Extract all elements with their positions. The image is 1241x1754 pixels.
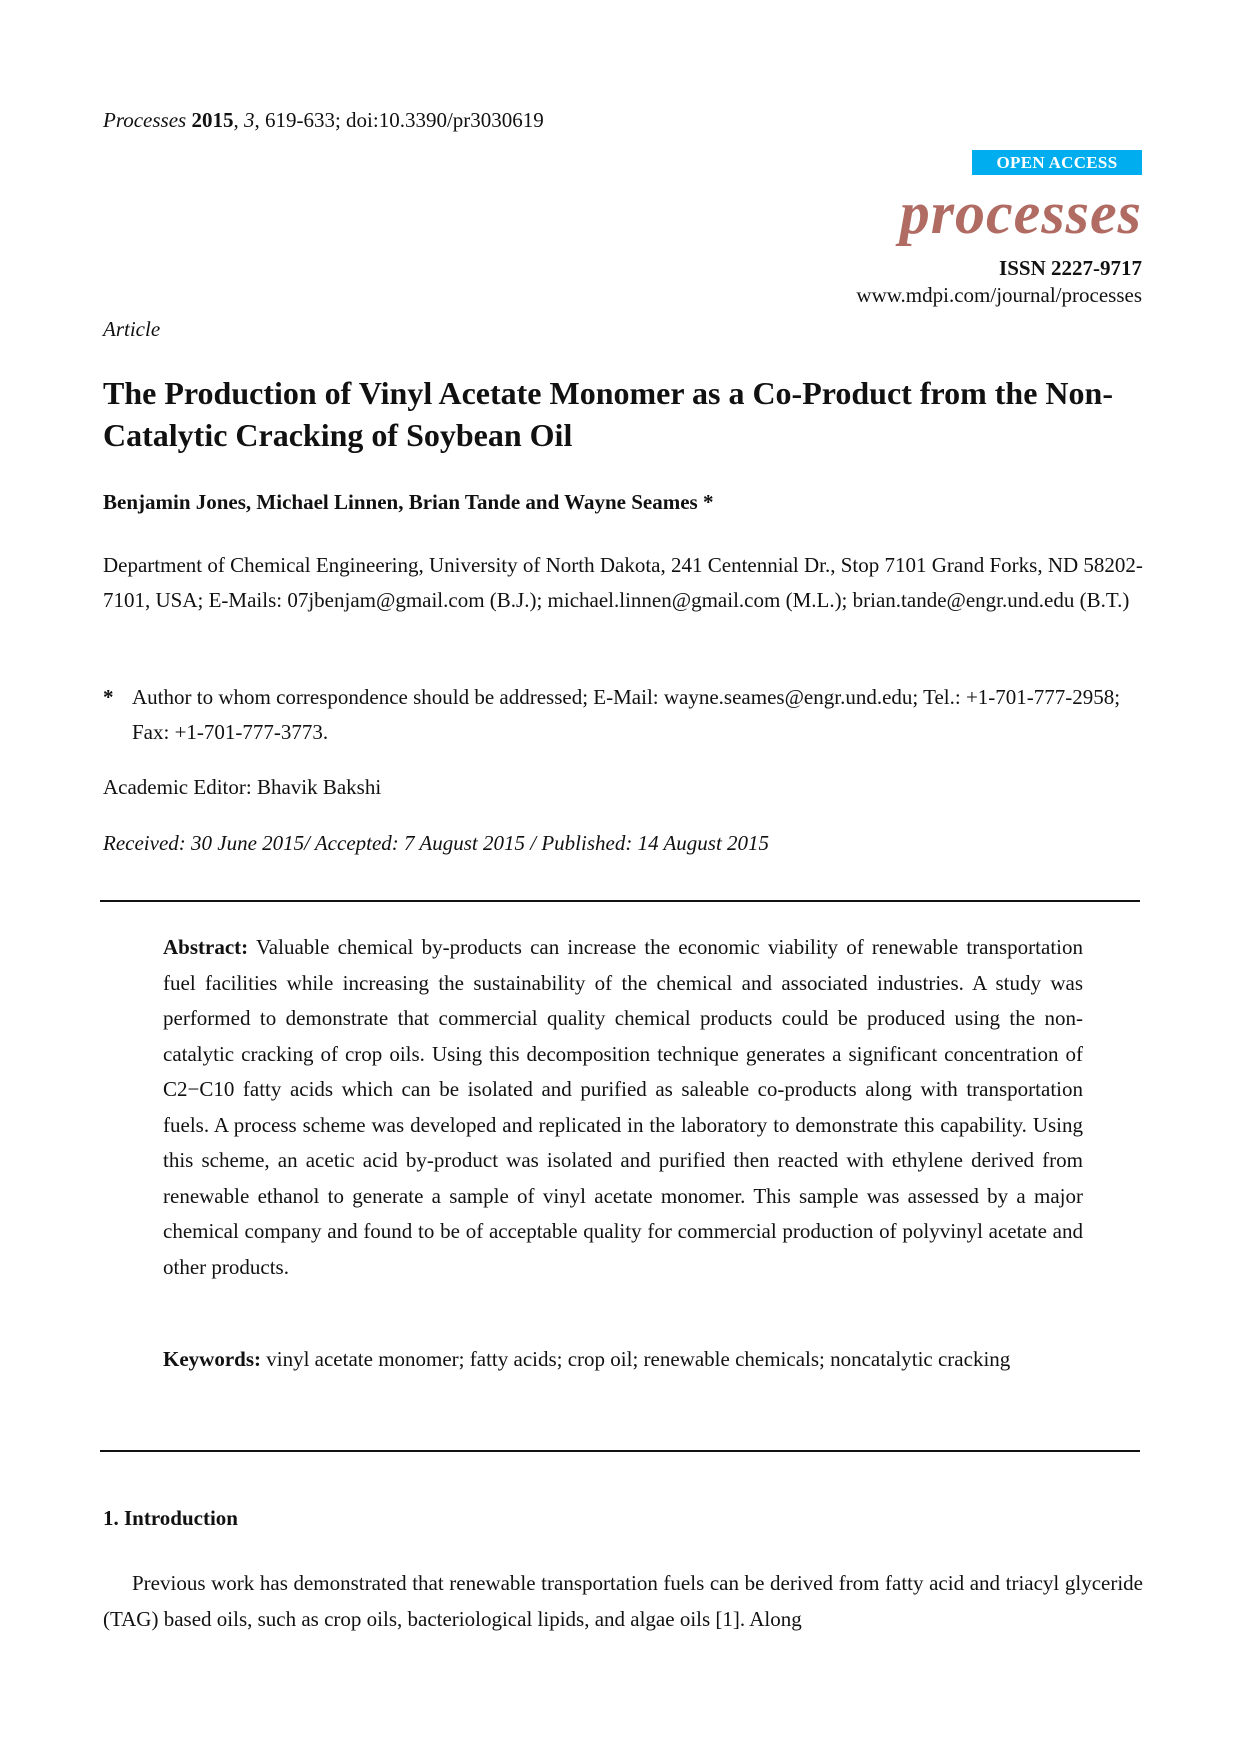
citation-year: 2015: [191, 108, 234, 132]
introduction-paragraph: [103, 1566, 1143, 1637]
article-type: Article: [103, 317, 161, 341]
correspondence-text: Author to whom correspondence should be addressed; E-Mail: wayne.seames@engr.und.edu; Tel.: +1-701-777-2958; Fax: +1-701-777-3773.: [132, 685, 1121, 744]
affiliation: Department of Chemical Engineering, University of North Dakota, 241 Centennial Dr., Stop 7101 Grand Forks, ND 58202-7101, USA; E-Mails: 07jbenjam@gmail.com (B.J.); michael.linnen@gmail.com (M.L.); brian.tande@engr.und.edu (B.T.): [103, 553, 1143, 612]
keywords-label: Keywords:: [163, 1347, 261, 1371]
introduction-text: Previous work has demonstrated that renewable transportation fuels can be derived from fatty acid and triacyl glyceride (TAG) based oils, such as crop oils, bacteriological lipids, and algae oils [1]. Along: [103, 1571, 1143, 1631]
divider-top: [100, 900, 1140, 902]
author-list: Benjamin Jones, Michael Linnen, Brian Tande and Wayne Seames *: [103, 490, 714, 514]
publication-dates: Received: 30 June 2015/ Accepted: 7 August 2015 / Published: 14 August 2015: [103, 831, 770, 855]
open-access-badge: OPEN ACCESS: [972, 150, 1142, 175]
journal-url[interactable]: www.mdpi.com/journal/processes: [856, 283, 1142, 307]
paper-title: The Production of Vinyl Acetate Monomer as a Co-Product from the Non-Catalytic Cracking of Soybean Oil: [103, 375, 1113, 453]
citation-volume: 3: [243, 108, 255, 132]
academic-editor: Academic Editor: Bhavik Bakshi: [103, 775, 382, 799]
issn: ISSN 2227-9717: [999, 256, 1142, 280]
correspondence-marker: *: [103, 685, 114, 709]
abstract-label: Abstract:: [163, 935, 249, 959]
section-heading-introduction: 1. Introduction: [103, 1506, 238, 1530]
keywords: [163, 1342, 1083, 1378]
correspondence-note: [103, 680, 1143, 750]
divider-bottom: [100, 1450, 1140, 1452]
citation-line: Processes 2015, 3, 619-633; doi:10.3390/pr3030619: [103, 108, 544, 132]
abstract-text: Valuable chemical by-products can increase the economic viability of renewable transportation fuel facilities while increasing the sustainability of the chemical and associated industries. A study was performed to demonstrate that commercial quality chemical products could be produced using the non-catalytic cracking of crop oils. Using this decomposition technique generates a significant concentration of C2−C10 fatty acids which can be isolated and purified as saleable co-products along with transportation fuels. A process scheme was developed and replicated in the laboratory to demonstrate this capability. Using this scheme, an acetic acid by-product was isolated and purified then reacted with ethylene derived from renewable ethanol to generate a sample of vinyl acetate monomer. This sample was assessed by a major chemical company and found to be of acceptable quality for commercial production of polyvinyl acetate and other products.: [163, 935, 1083, 1279]
abstract: [163, 930, 1083, 1285]
keywords-text: vinyl acetate monomer; fatty acids; crop oil; renewable chemicals; noncatalytic cracking: [266, 1347, 1011, 1371]
journal-name: Processes: [103, 108, 187, 132]
journal-logo: processes: [899, 180, 1142, 246]
citation-pages-doi: , 619-633; doi:10.3390/pr3030619: [254, 108, 544, 132]
